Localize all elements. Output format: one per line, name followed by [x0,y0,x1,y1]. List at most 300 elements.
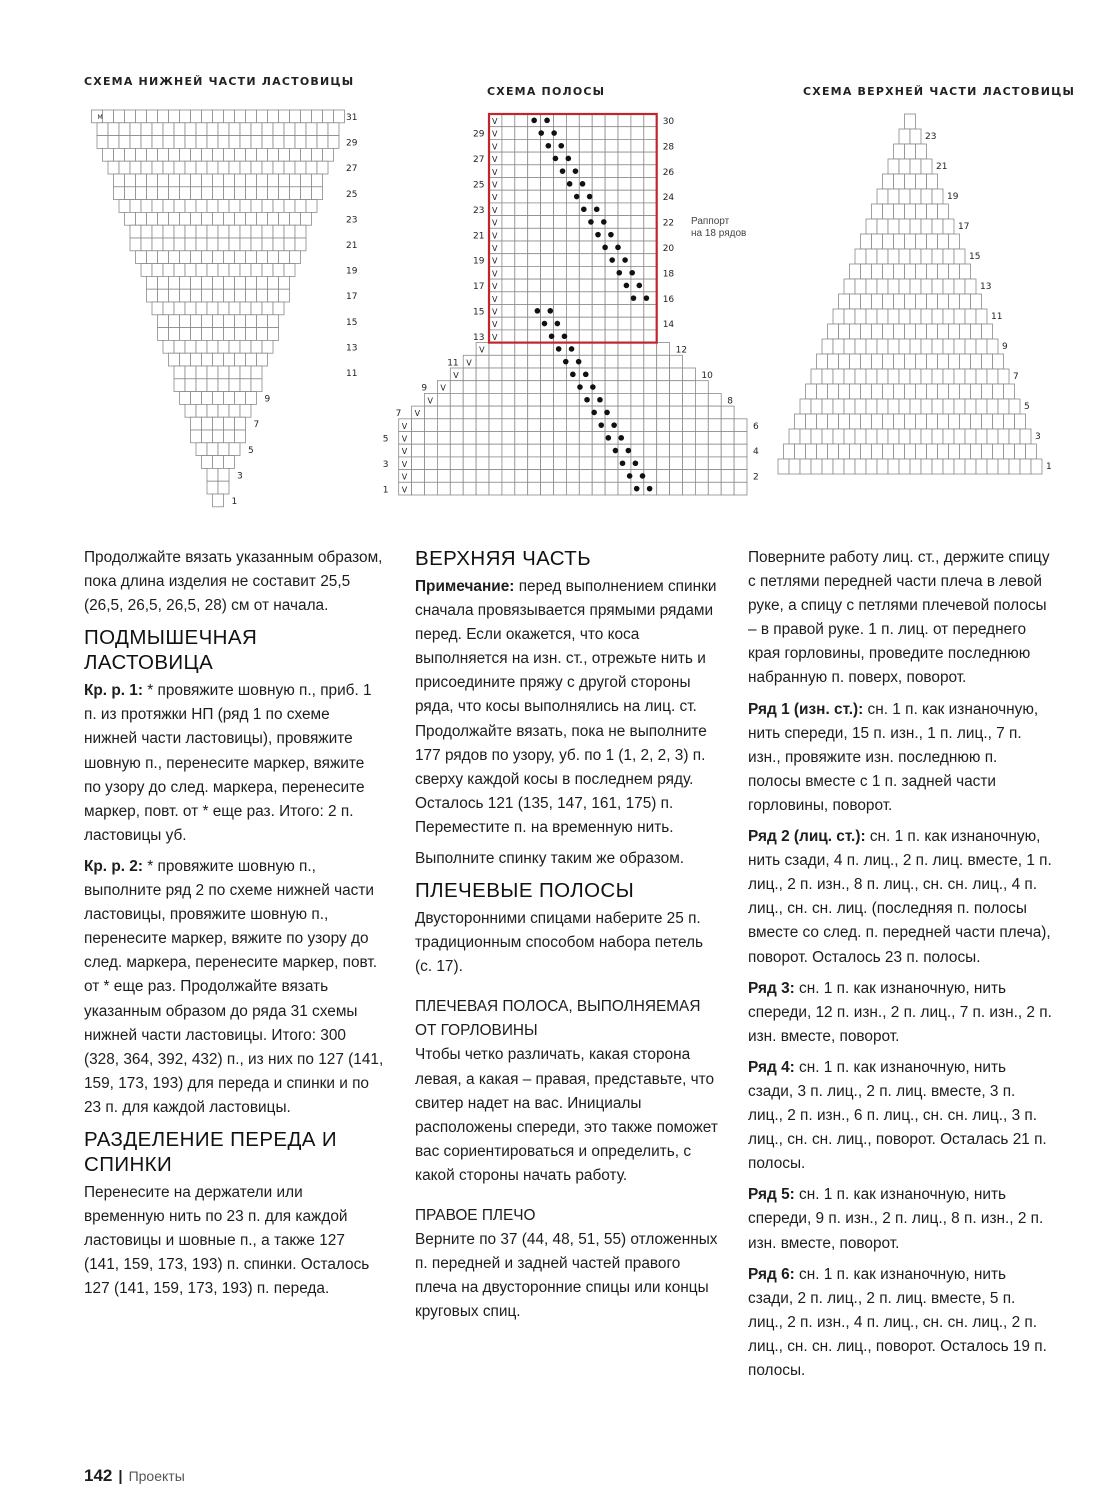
paragraph-row-3 [748,977,1054,1049]
grid-cell [592,114,605,127]
grid-cell [185,379,196,392]
grid-cell [158,251,169,264]
grid-cell [566,292,579,305]
row-label: 23 [473,205,485,216]
grid-cell [844,309,855,324]
grid-cell [734,419,747,432]
grid-cell [502,190,515,203]
grid-cell [528,228,541,241]
row-label: 9 [264,394,271,405]
cable-dot [581,206,587,212]
grid-cell [489,406,502,419]
grid-cell [502,444,515,457]
grid-cell [828,324,839,339]
grid-cell [425,470,438,483]
grid-cell [224,174,235,187]
grid-cell [463,444,476,457]
grid-cell [592,368,605,381]
grid-cell [592,292,605,305]
grid-cell [817,384,828,399]
grid-cell [246,315,257,328]
text-round-2: * провяжите шовную п., выполните ряд 2 по схеме нижней части ластовицы, провяжите шовную п., перенесите маркер, вяжите по узору до след. маркера, перенесите маркер, повт. от * еще раз. Продолжайте вязать указанным образом до ряда 31 схемы нижней части ластовицы. Итого: 300 (328, 364, 392, 432) п., из них по 127 (141, 159, 173, 193) для переда и спинки и по 23 п. для каждой ластовицы. [84,857,384,1116]
grid-cell [683,457,696,470]
cable-dot [583,372,589,378]
stitch-symbol: V [401,434,408,444]
chart-row [489,254,657,267]
chart-row [213,494,224,507]
grid-cell [224,328,235,341]
grid-cell [191,174,202,187]
grid-cell [515,190,528,203]
grid-cell [592,305,605,318]
grid-cell [916,414,927,429]
grid-cell [605,279,618,292]
text-row-1: сн. 1 п. как изнаночную, нить спереди, 15 п. изн., 1 п. лиц., 7 п. изн., провяжите изн. последнюю п. полосы вместе с 1 п. задней части горловины, поворот. [748,700,1039,814]
grid-cell [618,343,631,356]
grid-cell [425,482,438,495]
chart-row [811,369,1009,384]
row-label: 27 [346,164,358,175]
grid-cell [894,384,905,399]
grid-cell [657,470,670,483]
grid-cell [476,355,489,368]
row-label: 6 [753,421,759,432]
grid-cell [949,294,960,309]
grid-cell [528,292,541,305]
paragraph-shoulder: Двусторонними спицами наберите 25 п. традиционным способом набора петель (с. 17). [415,910,704,976]
chart-row [147,289,290,302]
grid-cell [284,238,295,251]
grid-cell [938,354,949,369]
cable-dot [594,206,600,212]
row-label: 31 [346,113,358,123]
chart-row [158,328,279,341]
grid-cell [515,470,528,483]
grid-cell [631,419,644,432]
grid-cell [229,238,240,251]
grid-cell [235,289,246,302]
grid-cell [592,355,605,368]
chart-row [817,354,1004,369]
grid-cell [778,459,789,474]
chart-row [894,144,927,159]
grid-cell [185,136,196,149]
grid-cell [163,123,174,136]
grid-cell [502,305,515,318]
grid-cell [927,444,938,459]
cable-dot [598,422,604,428]
grid-cell [312,148,323,161]
grid-cell [412,457,425,470]
grid-cell [683,432,696,445]
cable-dot [546,143,552,149]
grid-cell [528,393,541,406]
grid-cell [218,200,229,213]
grid-cell [312,187,323,200]
cable-dot [580,181,586,187]
grid-cell [180,148,191,161]
grid-cell [515,406,528,419]
grid-cell [301,212,312,225]
grid-cell [657,355,670,368]
grid-cell [965,369,976,384]
grid-cell [528,165,541,178]
grid-cell [489,444,502,457]
text-row-4: сн. 1 п. как изнаночную, нить сзади, 3 п. лиц., 2 п. лиц. вместе, 3 п. лиц., 2 п. изн., 6 п. лиц., сн. сн. лиц., 3 п. лиц., сн. сн. лиц., поворот. Осталась 21 п. полосы. [748,1058,1047,1173]
cable-dot [588,219,594,225]
grid-cell [235,148,246,161]
grid-cell [866,249,877,264]
grid-cell [644,444,657,457]
grid-cell [683,419,696,432]
grid-cell [412,444,425,457]
grid-cell [246,187,257,200]
grid-cell [213,456,224,469]
grid-cell [152,200,163,213]
heading-upper-part: ВЕРХНЯЯ ЧАСТЬ [415,547,592,570]
grid-cell [822,399,833,414]
grid-cell [566,432,579,445]
grid-cell [213,430,224,443]
grid-cell [657,457,670,470]
grid-cell [943,339,954,354]
grid-cell [927,264,938,279]
grid-cell [554,114,567,127]
grid-cell [541,444,554,457]
grid-cell [1015,414,1026,429]
label-row-5: Ряд 5: [748,1186,795,1204]
grid-cell [579,419,592,432]
grid-cell [224,187,235,200]
grid-cell [839,294,850,309]
grid-cell [618,190,631,203]
grid-cell [279,174,290,187]
grid-cell [644,203,657,216]
grid-cell [971,294,982,309]
grid-cell [251,238,262,251]
grid-cell [910,249,921,264]
chart-row [833,309,987,324]
grid-cell [927,294,938,309]
cable-dot [609,257,615,263]
chart-row [489,305,657,318]
grid-cell [618,216,631,229]
grid-cell [476,406,489,419]
grid-cell [251,200,262,213]
grid-cell [180,328,191,341]
grid-cell [618,393,631,406]
grid-cell [502,381,515,394]
grid-cell [202,315,213,328]
grid-cell [960,324,971,339]
grid-cell [605,482,618,495]
grid-cell [136,187,147,200]
grid-cell [412,419,425,432]
grid-cell [224,353,235,366]
grid-cell [163,238,174,251]
grid-cell [644,114,657,127]
grid-cell [235,276,246,289]
grid-cell [224,417,235,430]
grid-cell [528,254,541,267]
grid-cell [899,279,910,294]
cable-dot [566,156,572,162]
grid-cell [489,343,502,356]
grid-cell [235,353,246,366]
grid-cell [993,444,1004,459]
grid-cell [734,432,747,445]
grid-cell [618,228,631,241]
grid-cell [554,406,567,419]
stripe-chart-caption: СХЕМА ПОЛОСЫ [487,85,606,98]
grid-cell [273,302,284,315]
chart-row [883,174,938,189]
grid-cell [268,315,279,328]
grid-cell [910,429,921,444]
grid-cell [251,136,262,149]
grid-cell [450,482,463,495]
grid-cell [541,266,554,279]
grid-cell [147,289,158,302]
grid-cell [566,305,579,318]
grid-cell [579,317,592,330]
grid-cell [811,459,822,474]
grid-cell [566,127,579,140]
grid-cell [976,399,987,414]
grid-cell [695,432,708,445]
grid-cell [218,404,229,417]
row-label: 30 [662,117,675,127]
grid-cell [180,353,191,366]
grid-cell [976,369,987,384]
chart-row [877,189,943,204]
cable-dot [587,194,593,200]
grid-cell [213,392,224,405]
grid-cell [683,470,696,483]
grid-cell [554,292,567,305]
grid-cell [262,225,273,238]
grid-cell [163,225,174,238]
grid-cell [605,266,618,279]
grid-cell [191,353,202,366]
chart-row [196,443,240,456]
row-label: 23 [346,215,358,226]
grid-cell [883,444,894,459]
label-row-6: Ряд 6: [748,1265,795,1283]
grid-cell [579,482,592,495]
subheading-right-shoulder: ПРАВОЕ ПЛЕЧО [415,1206,536,1224]
grid-cell [207,200,218,213]
grid-cell [502,482,515,495]
grid-cell [554,305,567,318]
grid-cell [284,123,295,136]
grid-cell [982,384,993,399]
grid-cell [528,330,541,343]
grid-cell [196,123,207,136]
label-round-1: Кр. р. 1: [84,682,143,700]
chart-row [866,219,954,234]
grid-cell [169,315,180,328]
stitch-symbol: V [492,244,498,253]
upper-gusset-chart-caption: СХЕМА ВЕРХНЕЙ ЧАСТИ ЛАСТОВИЦЫ [803,85,1076,98]
grid-cell [855,429,866,444]
grid-cell [872,264,883,279]
grid-cell [579,228,592,241]
grid-cell [515,343,528,356]
chart-row [784,444,1037,459]
grid-cell [213,289,224,302]
chart-row [795,414,1026,429]
stitch-symbol: V [492,332,498,342]
grid-cell [866,369,877,384]
grid-cell [888,339,899,354]
grid-cell [965,339,976,354]
grid-cell [795,444,806,459]
cable-dot [647,486,653,492]
grid-cell [631,241,644,254]
cable-dot [567,181,573,187]
grid-cell [949,264,960,279]
grid-cell [554,470,567,483]
chart-row [399,432,747,445]
cable-dot [644,295,650,301]
grid-cell [592,482,605,495]
cable-dot [531,118,537,124]
grid-cell [185,161,196,174]
row-label: 19 [346,266,358,277]
grid-cell [566,393,579,406]
grid-cell [476,381,489,394]
row-label: 29 [473,129,485,140]
grid-cell [605,152,618,165]
grid-cell [605,190,618,203]
grid-cell [855,279,866,294]
grid-cell [141,123,152,136]
row-label: 7 [1013,372,1019,382]
grid-cell [515,292,528,305]
cable-dot [584,397,590,403]
grid-cell [708,444,721,457]
grid-cell [502,241,515,254]
label-note: Примечание: [415,578,515,595]
grid-cell [877,369,888,384]
grid-cell [850,414,861,429]
grid-cell [295,225,306,238]
grid-cell [932,219,943,234]
grid-cell [899,369,910,384]
grid-cell [554,178,567,191]
grid-cell [229,366,240,379]
grid-cell [268,110,279,123]
chart-row [872,204,949,219]
grid-cell [670,355,683,368]
grid-cell [644,457,657,470]
grid-cell [425,457,438,470]
stitch-symbol: V [466,358,472,368]
grid-cell [784,444,795,459]
grid-cell [541,292,554,305]
repeat-note [691,216,746,240]
grid-cell [965,429,976,444]
grid-cell [257,315,268,328]
grid-cell [174,340,185,353]
grid-cell [425,419,438,432]
grid-cell [905,414,916,429]
grid-cell [894,444,905,459]
grid-cell [191,212,202,225]
grid-cell [861,414,872,429]
grid-cell [301,148,312,161]
chart-row [489,317,657,330]
row-label: 23 [925,132,937,142]
grid-cell [605,470,618,483]
grid-cell [670,482,683,495]
grid-cell [618,305,631,318]
grid-cell [213,212,224,225]
grid-cell [463,393,476,406]
grid-cell [437,432,450,445]
grid-cell [163,161,174,174]
grid-cell [850,444,861,459]
grid-cell [822,339,833,354]
grid-cell [833,309,844,324]
grid-cell [502,152,515,165]
grid-cell [855,309,866,324]
grid-cell [888,279,899,294]
stitch-symbol: V [492,218,498,228]
grid-cell [502,228,515,241]
grid-cell [515,127,528,140]
grid-cell [218,366,229,379]
grid-cell [976,339,987,354]
grid-cell [284,225,295,238]
grid-cell [605,165,618,178]
grid-cell [579,241,592,254]
grid-cell [899,429,910,444]
cable-dot [611,422,617,428]
grid-cell [644,381,657,394]
cable-dot [613,448,619,454]
grid-cell [158,148,169,161]
grid-cell [1020,429,1031,444]
text-round-1: * провяжите шовную п., приб. 1 п. из протяжки НП (ряд 1 по схеме нижней части ластовицы), провяжите шовную п., перенесите маркер, вяжите по узору до след. маркера, перенесите маркер, повт. от * еще раз. Итого: 2 п. ластовицы уб. [84,682,372,844]
grid-cell [833,459,844,474]
chart-row [174,366,262,379]
grid-cell [960,354,971,369]
grid-cell [246,353,257,366]
grid-cell [502,139,515,152]
grid-cell [566,114,579,127]
grid-cell [218,302,229,315]
grid-cell [899,129,910,144]
grid-cell [644,178,657,191]
grid-cell [262,302,273,315]
grid-cell [618,152,631,165]
grid-cell [657,444,670,457]
grid-cell [541,343,554,356]
chart-row [125,212,312,225]
grid-cell [541,216,554,229]
grid-cell [721,419,734,432]
grid-cell [528,139,541,152]
grid-cell [932,279,943,294]
grid-cell [169,212,180,225]
grid-cell [905,384,916,399]
chart-row [207,468,229,481]
grid-cell [566,406,579,419]
cable-dot [551,130,557,136]
grid-cell [631,216,644,229]
